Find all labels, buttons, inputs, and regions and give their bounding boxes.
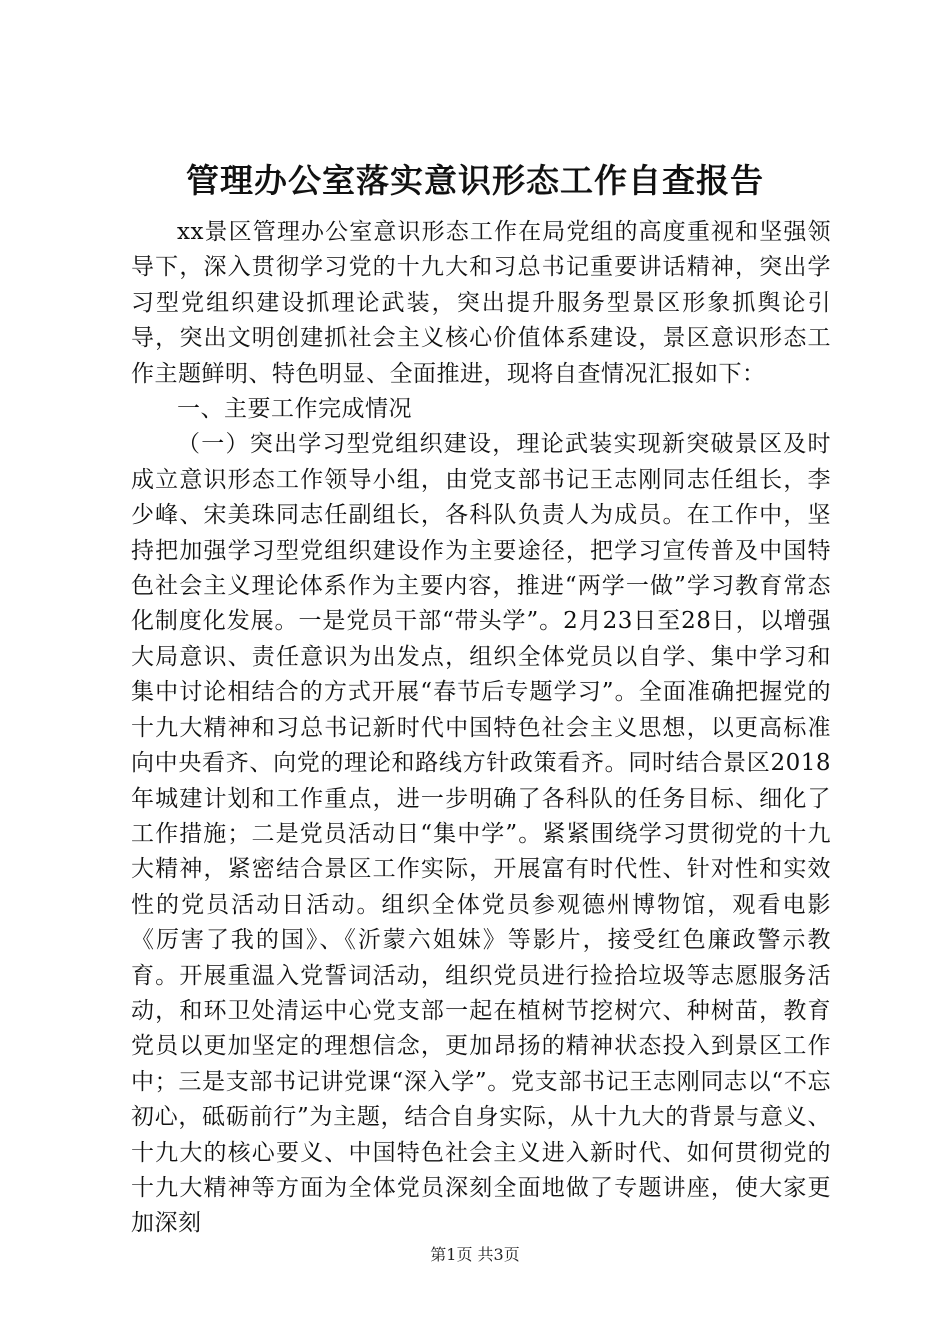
page-number-footer: 第1页 共3页 bbox=[430, 1245, 520, 1264]
document-body bbox=[131, 215, 831, 1242]
intro-paragraph: xx景区管理办公室意识形态工作在局党组的高度重视和坚强领导下，深入贯彻学习党的十九大和习总书记重要讲话精神，突出学习型党组织建设抓理论武装，突出提升服务型景区形象抓舆论引导，突出文明创建抓社会主义核心价值体系建设，景区意识形态工作主题鲜明、特色明显、全面推进，现将自查情况汇报如下： bbox=[131, 219, 831, 387]
document-title: 管理办公室落实意识形态工作自查报告 bbox=[186, 161, 764, 200]
subsection-paragraph-1: （一）突出学习型党组织建设，理论武装实现新突破景区及时成立意识形态工作领导小组，由党支部书记王志刚同志任组长，李少峰、宋美珠同志任副组长，各科队负责人为成员。在工作中，坚持把加强学习型党组织建设作为主要途径，把学习宣传普及中国特色社会主义理论体系作为主要内容，推进“两学一做”学习教育常态化制度化发展。一是党员干部“带头学”。2月23日至28日，以增强大局意识、责任意识为出发点，组织全体党员以自学、集中学习和集中讨论相结合的方式开展“春节后专题学习”。全面准确把握党的十九大精神和习总书记新时代中国特色社会主义思想，以更高标准向中央看齐、向党的理论和路线方针政策看齐。同时结合景区2018年城建计划和工作重点，进一步明确了各科队的任务目标、细化了工作措施；二是党员活动日“集中学”。紧紧围绕学习贯彻党的十九大精神，紧密结合景区工作实际，开展富有时代性、针对性和实效性的党员活动日活动。组织全体党员参观德州博物馆，观看电影《厉害了我的国》、《沂蒙六姐妹》等影片，接受红色廉政警示教育。开展重温入党誓词活动，组织党员进行捡拾垃圾等志愿服务活动，和环卫处清运中心党支部一起在植树节挖树穴、种树苗，教育党员以更加坚定的理想信念，更加昂扬的精神状态投入到景区工作中；三是支部书记讲党课“深入学”。党支部书记王志刚同志以“不忘初心，砥砺前行”为主题，结合自身实际，从十九大的背景与意义、十九大的核心要义、中国特色社会主义进入新时代、如何贯彻党的十九大精神等方面为全体党员深刻全面地做了专题讲座，使大家更加深刻 bbox=[131, 431, 831, 1237]
section-heading-main-work: 一、主要工作完成情况 bbox=[177, 396, 412, 423]
